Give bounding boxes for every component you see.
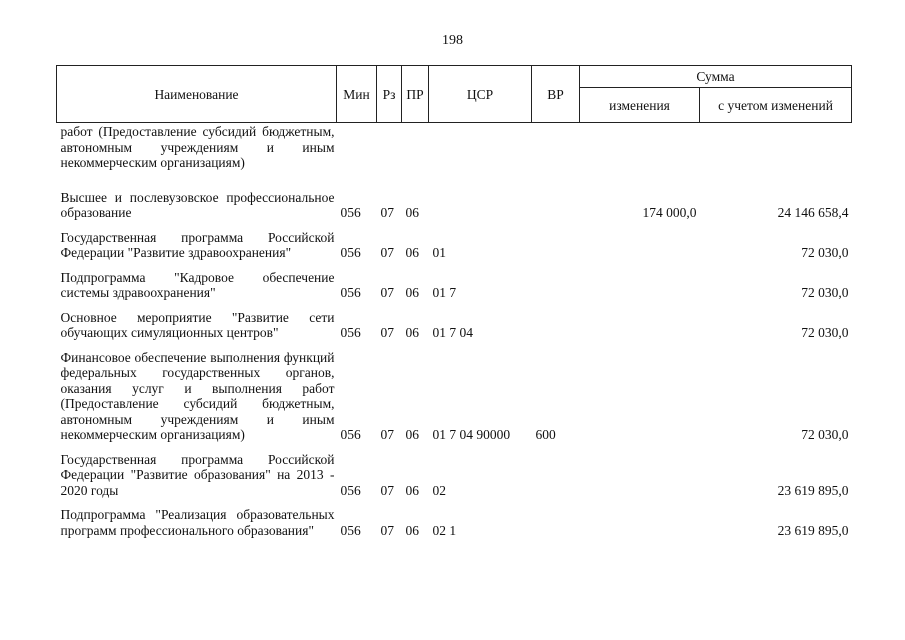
row-min: 056	[340, 522, 361, 538]
row-pr: 06	[405, 245, 419, 260]
row-min: 056	[340, 427, 361, 442]
row-s-uchetom: 24 146 658,4	[777, 205, 849, 220]
row-csr: 01 7 04	[432, 325, 473, 340]
row-izmeneniya	[580, 507, 700, 547]
row-rz: 07	[380, 205, 394, 220]
row-izmeneniya	[580, 310, 700, 350]
row-vr	[532, 230, 580, 270]
row-izmeneniya: 174 000,0	[642, 205, 697, 220]
row-name: Основное мероприятие "Развитие сети обучающих симуляционных центров"	[60, 309, 335, 340]
row-vr	[532, 123, 580, 182]
row-rz: 07	[380, 285, 394, 300]
row-vr	[532, 507, 580, 547]
row-pr	[402, 123, 429, 182]
row-s-uchetom: 23 619 895,0	[777, 522, 849, 538]
row-rz: 07	[380, 522, 394, 538]
header-csr: ЦСР	[429, 66, 532, 123]
row-csr: 02 1	[432, 522, 457, 538]
budget-table	[56, 65, 852, 547]
row-name: Подпрограмма "Кадровое обеспечение системы здравоохранения"	[60, 269, 335, 300]
row-rz: 07	[380, 245, 394, 260]
row-vr	[532, 270, 580, 310]
table-row	[57, 452, 852, 508]
row-rz: 07	[380, 325, 394, 340]
row-vr	[532, 182, 580, 230]
row-pr: 06	[405, 285, 419, 300]
row-csr: 01	[432, 245, 446, 260]
row-pr: 06	[405, 522, 419, 538]
header-rz: Рз	[377, 66, 402, 123]
row-s-uchetom: 72 030,0	[801, 285, 849, 300]
row-vr	[532, 310, 580, 350]
row-s-uchetom: 23 619 895,0	[777, 482, 849, 498]
header-s-uchetom: с учетом изменений	[700, 88, 852, 123]
row-s-uchetom: 72 030,0	[801, 325, 849, 340]
row-rz: 07	[380, 482, 394, 498]
row-csr	[429, 123, 532, 182]
table-row	[57, 270, 852, 310]
row-izmeneniya	[580, 230, 700, 270]
row-min	[337, 123, 377, 182]
row-pr: 06	[405, 205, 419, 220]
row-pr: 06	[405, 482, 419, 498]
row-pr: 06	[405, 325, 419, 340]
table-row	[57, 182, 852, 230]
header-vr: ВР	[532, 66, 580, 123]
table-row	[57, 123, 852, 182]
row-vr	[532, 452, 580, 508]
row-csr: 01 7	[432, 285, 457, 300]
row-vr: 600	[535, 427, 556, 442]
row-s-uchetom: 72 030,0	[801, 427, 849, 442]
row-pr: 06	[405, 427, 419, 442]
row-min: 056	[340, 482, 361, 498]
page-number: 198	[442, 33, 463, 48]
header-summa: Сумма	[580, 66, 852, 88]
table-row	[57, 310, 852, 350]
row-izmeneniya	[580, 452, 700, 508]
row-name: Финансовое обеспечение выполнения функций федеральных государственных органов, оказания услуг и выполнения работ (Предоставление субсидий бюджетным, автономным учреждениям и иным некоммерческим организациям)	[60, 349, 335, 442]
row-rz	[377, 123, 402, 182]
row-izmeneniya	[580, 350, 700, 452]
row-csr: 01 7 04 90000	[432, 427, 511, 442]
row-izmeneniya	[580, 270, 700, 310]
row-name: Государственная программа Российской Федерации "Развитие образования" на 2013 - 2020 годы	[60, 451, 335, 498]
row-csr: 02	[432, 482, 446, 498]
row-min: 056	[340, 325, 361, 340]
row-name: Высшее и послевузовское профессиональное образование	[60, 189, 335, 220]
row-rz: 07	[380, 427, 394, 442]
row-name: работ (Предоставление субсидий бюджетным, автономным учреждениям и иным некоммерческим организациям)	[60, 124, 335, 170]
table-row	[57, 230, 852, 270]
row-min: 056	[340, 285, 361, 300]
header-pr: ПР	[402, 66, 429, 123]
table-header	[57, 66, 852, 123]
header-min: Мин	[337, 66, 377, 123]
row-izmeneniya	[580, 123, 700, 182]
row-csr	[429, 182, 532, 230]
row-name: Подпрограмма "Реализация образовательных программ профессионального образования"	[60, 507, 335, 538]
row-min: 056	[340, 205, 361, 220]
row-s-uchetom: 72 030,0	[801, 245, 849, 260]
table-row	[57, 350, 852, 452]
row-s-uchetom	[700, 123, 852, 182]
table-row	[57, 507, 852, 547]
header-name: Наименование	[57, 66, 337, 123]
header-izmeneniya: изменения	[580, 88, 700, 123]
row-name: Государственная программа Российской Федерации "Развитие здравоохранения"	[60, 229, 335, 260]
row-min: 056	[340, 245, 361, 260]
